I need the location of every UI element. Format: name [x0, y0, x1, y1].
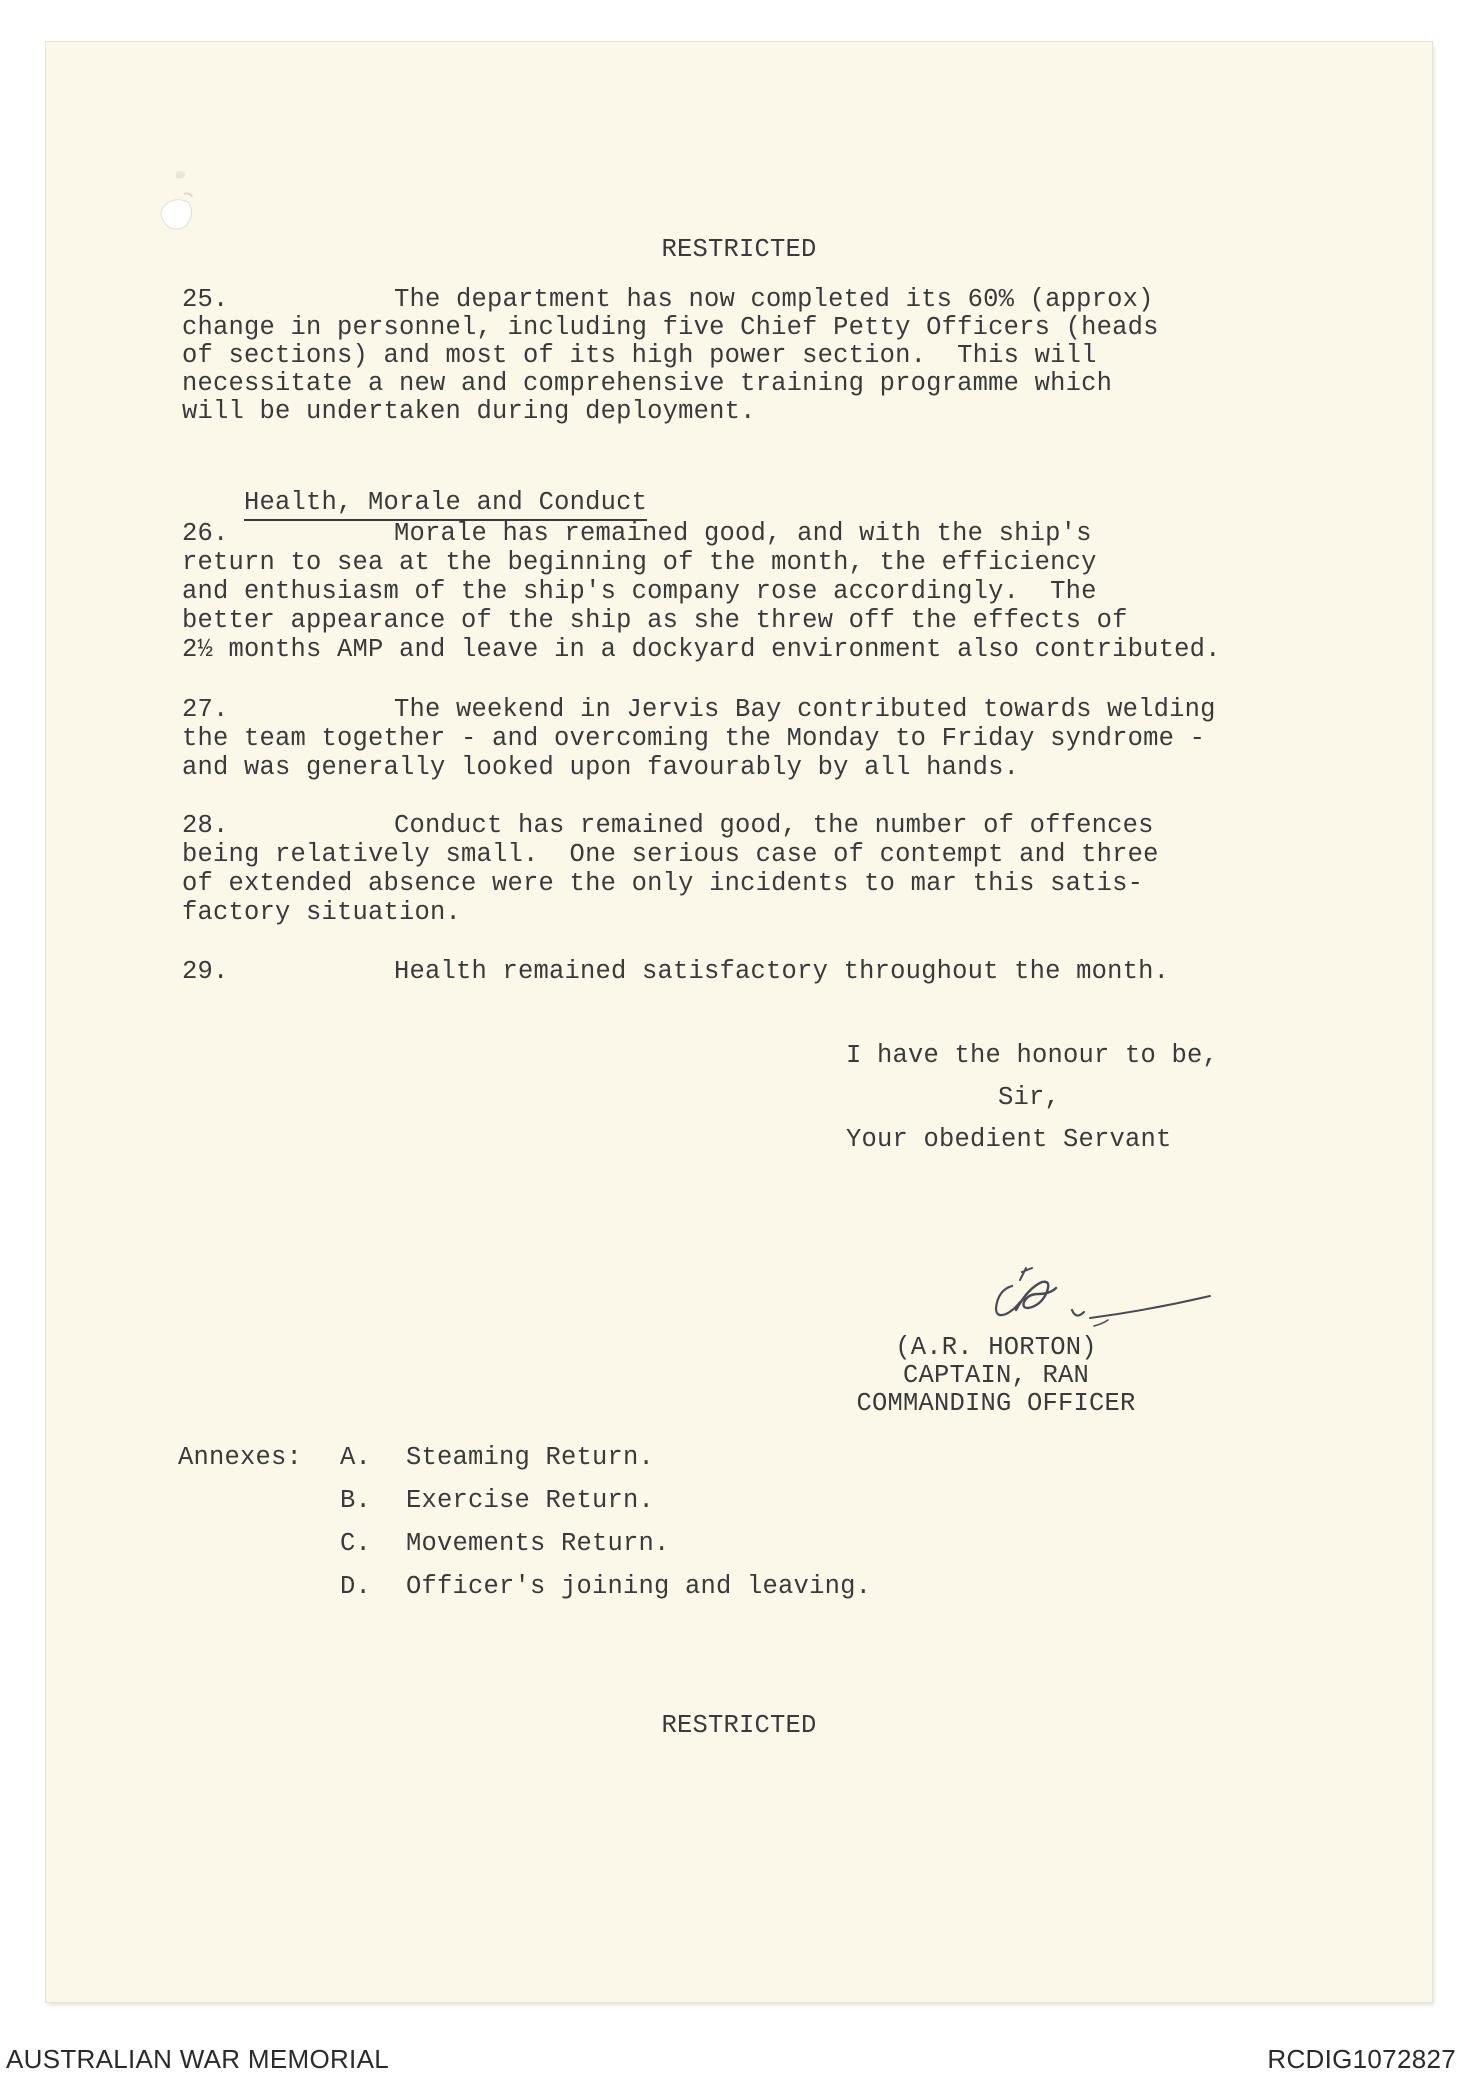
paragraph-line: being relatively small. One serious case of contempt and three: [182, 840, 1159, 869]
closing-line: I have the honour to be,: [846, 1041, 1219, 1070]
section-heading: Health, Morale and Conduct: [244, 488, 647, 521]
paragraph-number: 27.: [182, 695, 229, 724]
paragraph-line: Morale has remained good, and with the ship's: [394, 519, 1092, 548]
paragraph-line: The weekend in Jervis Bay contributed towards welding: [394, 695, 1216, 724]
paragraph-number: 28.: [182, 811, 229, 840]
paragraph-line: of extended absence were the only incidents to mar this satis-: [182, 869, 1144, 898]
header-restricted-marking: RESTRICTED: [661, 235, 817, 264]
paragraph-line: necessitate a new and comprehensive training programme which: [182, 369, 1113, 398]
annexes-label: Annexes:: [178, 1443, 303, 1472]
paragraph-line: of sections) and most of its high power section. This will: [182, 341, 1097, 370]
paragraph-line: return to sea at the beginning of the month, the efficiency: [182, 548, 1097, 577]
archive-reference-id: RCDIG1072827: [1267, 2044, 1456, 2074]
annex-letter: D.: [340, 1572, 372, 1601]
annex-letter: B.: [340, 1486, 372, 1515]
signatory-rank: CAPTAIN, RAN: [902, 1361, 1090, 1390]
paragraph-line: Conduct has remained good, the number of offences: [394, 811, 1154, 840]
annex-text: Movements Return.: [406, 1529, 670, 1558]
annex-text: Steaming Return.: [406, 1443, 655, 1472]
annex-letter: A.: [340, 1443, 372, 1472]
paragraph-line: the team together - and overcoming the Monday to Friday syndrome -: [182, 724, 1206, 753]
annex-letter: C.: [340, 1529, 372, 1558]
signatory-name: (A.R. HORTON): [895, 1333, 1097, 1362]
annex-text: Officer's joining and leaving.: [406, 1572, 872, 1601]
paragraph-number: 29.: [182, 957, 229, 986]
paragraph-line: will be undertaken during deployment.: [182, 397, 756, 426]
closing-line: Sir,: [998, 1083, 1061, 1112]
paragraph-line: change in personnel, including five Chief Petty Officers (heads: [182, 313, 1159, 342]
paragraph-line: and was generally looked upon favourably by all hands.: [182, 753, 1020, 782]
paragraph-line: 2½ months AMP and leave in a dockyard environment also contributed.: [182, 635, 1221, 664]
document-page: [46, 42, 1432, 2002]
annex-text: Exercise Return.: [406, 1486, 655, 1515]
paragraph-line: and enthusiasm of the ship's company rose accordingly. The: [182, 577, 1097, 606]
footer-restricted-marking: RESTRICTED: [661, 1711, 817, 1740]
paragraph-number: 25.: [182, 285, 229, 314]
closing-line: Your obedient Servant: [846, 1125, 1172, 1154]
paragraph-line: The department has now completed its 60% (approx): [394, 285, 1154, 314]
paragraph-line: better appearance of the ship as she threw off the effects of: [182, 606, 1128, 635]
signatory-title: COMMANDING OFFICER: [856, 1389, 1136, 1418]
archive-source-label: AUSTRALIAN WAR MEMORIAL: [6, 2044, 389, 2074]
paragraph-line: Health remained satisfactory throughout the month.: [394, 957, 1170, 986]
paragraph-line: factory situation.: [182, 898, 462, 927]
paragraph-number: 26.: [182, 519, 229, 548]
